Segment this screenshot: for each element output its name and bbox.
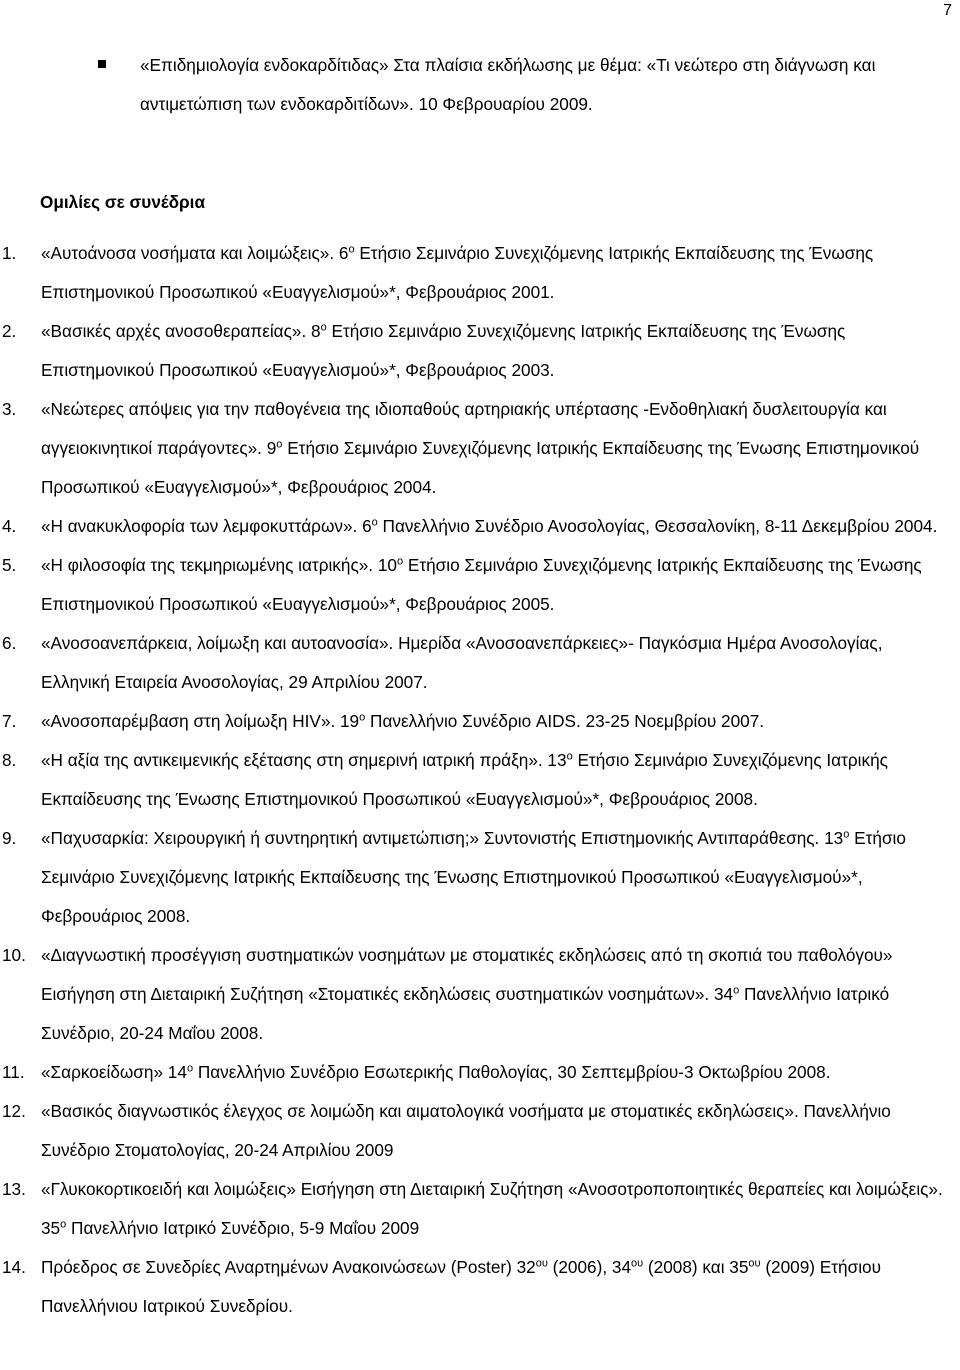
ordinal-superscript: ο [371,516,378,529]
list-item-text [41,945,893,1043]
list-item-text [41,1179,943,1238]
ordinal-superscript: ο [733,984,740,997]
list-item-number: 12. [2,1101,26,1121]
list-item-text-part: «Νεώτερες απόψεις για την παθογένεια της ιδιοπαθούς αρτηριακής υπέρτασης -Ενδοθηλιακή δυσλειτουργία και αγγειοκινητικοί παράγοντες». 9 [41,399,887,458]
list-item-text-part: Ετήσιο Σεμινάριο Συνεχιζόμενης Ιατρικής Εκπαίδευσης της Ένωσης Επιστημονικού Προσωπικού «Ευαγγελισμού»*, Φεβρουάριος 2001. [41,243,874,302]
list-item [0,312,948,390]
ordinal-superscript: ο [186,1062,194,1075]
list-item-number: 11. [2,1062,25,1082]
list-item [0,1248,948,1326]
list-item-number: 10. [2,945,26,965]
list-item-text-part: «Γλυκοκορτικοειδή και λοιμώξεις» Εισήγηση στη Διεταιρική Συζήτηση «Ανοσοτροποποιητικές θεραπείες και λοιμώξεις». 35 [41,1179,943,1238]
ordinal-superscript: ο [276,438,283,451]
list-item-number: 5. [2,555,17,575]
list-item-text-part: Πανελλήνιο Συνέδριο Ανοσολογίας, Θεσσαλονίκη, 8-11 Δεκεμβρίου 2004. [377,516,938,536]
ordinal-superscript: ο [320,321,327,334]
list-item-text [41,1062,830,1082]
list-item-number: 9. [2,828,17,848]
ordinal-superscript: ο [396,555,404,568]
list-item-text-part: «Η ανακυκλοφορία των λεμφοκυττάρων». 6 [41,516,372,536]
list-item-text-part: Πανελλήνιο Ιατρικό Συνέδριο, 5-9 Μαΐου 2009 [66,1218,420,1238]
list-item-text-part: Ετήσιο Σεμινάριο Συνεχιζόμενης Ιατρικής Εκπαίδευσης της Ένωσης Επιστημονικού Προσωπικού «Ευαγγελισμού»*, Φεβρουάριος 2005. [41,555,922,614]
list-item-text [41,1257,881,1316]
ordinal-superscript: ο [359,711,366,724]
page-number: 7 [943,2,952,19]
list-item-text-part: Ετήσιο Σεμινάριο Συνεχιζόμενης Ιατρικής Εκπαίδευσης της Ένωσης Επιστημονικού Προσωπικού «Ευαγγελισμού»*, Φεβρουάριος 2003. [41,321,846,380]
list-item [0,546,948,624]
list-item-text-part: Ετήσιο Σεμινάριο Συνεχιζόμενης Ιατρικής Εκπαίδευσης της Ένωσης Επιστημονικού Προσωπικού «Ευαγγελισμού»*, Φεβρουάριος 2008. [41,750,888,809]
ordinal-superscript: ο [566,750,573,763]
list-item [0,390,948,507]
list-item-text-part: «Ανοσοανεπάρκεια, λοίμωξη και αυτοανοσία». Ημερίδα «Ανοσοανεπάρκειες»- Παγκόσμια Ημέρα Ανοσολογίας, Ελληνική Εταιρεία Ανοσολογίας, 29 Απριλίου 2007. [41,633,883,692]
list-item-text-part: Πρόεδρος σε Συνεδρίες Αναρτημένων Ανακοινώσεων (Poster) 32 [41,1257,536,1277]
list-item-text-part: Ετήσιο Σεμινάριο Συνεχιζόμενης Ιατρικής Εκπαίδευσης της Ένωσης Επιστημονικού Προσωπικού «Ευαγγελισμού»*, Φεβρουάριος 2004. [41,438,920,497]
list-item-text-part: (2008) και 35 [643,1257,749,1277]
list-item-text [41,1101,891,1160]
ordinal-superscript: ο [348,243,355,256]
list-item-number: 13. [2,1179,26,1199]
section-heading: Ομιλίες σε συνέδρια [40,192,206,212]
list-item-number: 4. [2,516,17,536]
list-item-text [41,555,922,614]
list-item [0,819,948,936]
list-item-number: 6. [2,633,17,653]
ordinal-superscript: ο [843,828,850,841]
list-item-text [41,321,845,380]
list-item-text-part: «Παχυσαρκία: Χειρουργική ή συντηρητική αντιμετώπιση;» Συντονιστής Επιστημονικής Αντιπαράθεσης. 13 [41,828,844,848]
bullet-item [106,46,926,124]
ordinal-superscript: ο [60,1218,67,1231]
list-item-text-part: «Ανοσοπαρέμβαση στη λοίμωξη HIV». 19 [41,711,360,731]
list-item [0,624,948,702]
list-item [0,936,948,1053]
list-item-number: 8. [2,750,17,770]
list-item-text [41,633,882,692]
list-item [0,507,948,546]
list-item [0,702,948,741]
list-item-text [41,399,919,497]
list-item [0,741,948,819]
list-item-text-part: Πανελλήνιο Συνέδριο AIDS. 23-25 Νοεμβρίου 2007. [365,711,765,731]
list-item-text-part: (2006), 34 [547,1257,632,1277]
list-item-text-part: «Διαγνωστική προσέγγιση συστηματικών νοσημάτων με στοματικές εκδηλώσεις από τη σκοπιά του παθολόγου» Εισήγηση στη Διεταιρική Συζήτηση «Στοματικές εκδηλώσεις συστηματικών νοσημάτων». 34 [41,945,893,1004]
list-item-number: 1. [2,243,17,263]
list-item-text-part: Ετήσιο Σεμινάριο Συνεχιζόμενης Ιατρικής Εκπαίδευσης της Ένωσης Επιστημονικού Προσωπικού «Ευαγγελισμού»*, Φεβρουάριος 2008. [41,828,906,926]
list-item [0,1092,948,1170]
list-item-text-part: «Βασικός διαγνωστικός έλεγχος σε λοιμώδη και αιματολογικά νοσήματα με στοματικές εκδηλώσεις». Πανελλήνιο Συνέδριο Στοματολογίας, 20-24 Απριλίου 2009 [41,1101,891,1160]
list-item [0,1053,948,1092]
list-item-text-part: «Η φιλοσοφία της τεκμηριωμένης ιατρικής». 10 [41,555,397,575]
ordinal-superscript: ου [748,1257,761,1270]
list-item-text-part: «Αυτοάνοσα νοσήματα και λοιμώξεις». 6 [41,243,349,263]
list-item [0,1170,948,1248]
list-item-number: 7. [2,711,17,731]
talks-list [0,234,948,1326]
bullet-text: «Επιδημιολογία ενδοκαρδίτιδας» Στα πλαίσια εκδήλωσης με θέμα: «Τι νεώτερο στη διάγνωση και αντιμετώπιση των ενδοκαρδιτίδων». 10 Φεβρουαρίου 2009. [140,55,876,114]
list-item-text-part: «Βασικές αρχές ανοσοθεραπείας». 8 [41,321,321,341]
ordinal-superscript: ου [631,1257,644,1270]
list-item-text-part: (2009) Ετήσιου Πανελλήνιου Ιατρικού Συνεδρίου. [41,1257,881,1316]
list-item [0,234,948,312]
list-item-number: 2. [2,321,17,341]
list-item-text [41,243,873,302]
list-item-text-part: Πανελλήνιο Ιατρικό Συνέδριο, 20-24 Μαΐου 2008. [41,984,890,1043]
list-item-text-part: «Η αξία της αντικειμενικής εξέτασης στη σημερινή ιατρική πράξη». 13 [41,750,567,770]
list-item-text-part: «Σαρκοείδωση» 14 [41,1062,187,1082]
list-item-text [41,516,937,536]
list-item-text-part: Πανελλήνιο Συνέδριο Εσωτερικής Παθολογίας, 30 Σεπτεμβρίου-3 Οκτωβρίου 2008. [193,1062,831,1082]
ordinal-superscript: ου [535,1257,548,1270]
list-item-text [41,750,888,809]
list-item-number: 3. [2,399,17,419]
list-item-text [41,828,906,926]
list-item-number: 14. [2,1257,26,1277]
list-item-text [41,711,764,731]
square-bullet-icon [98,60,106,68]
